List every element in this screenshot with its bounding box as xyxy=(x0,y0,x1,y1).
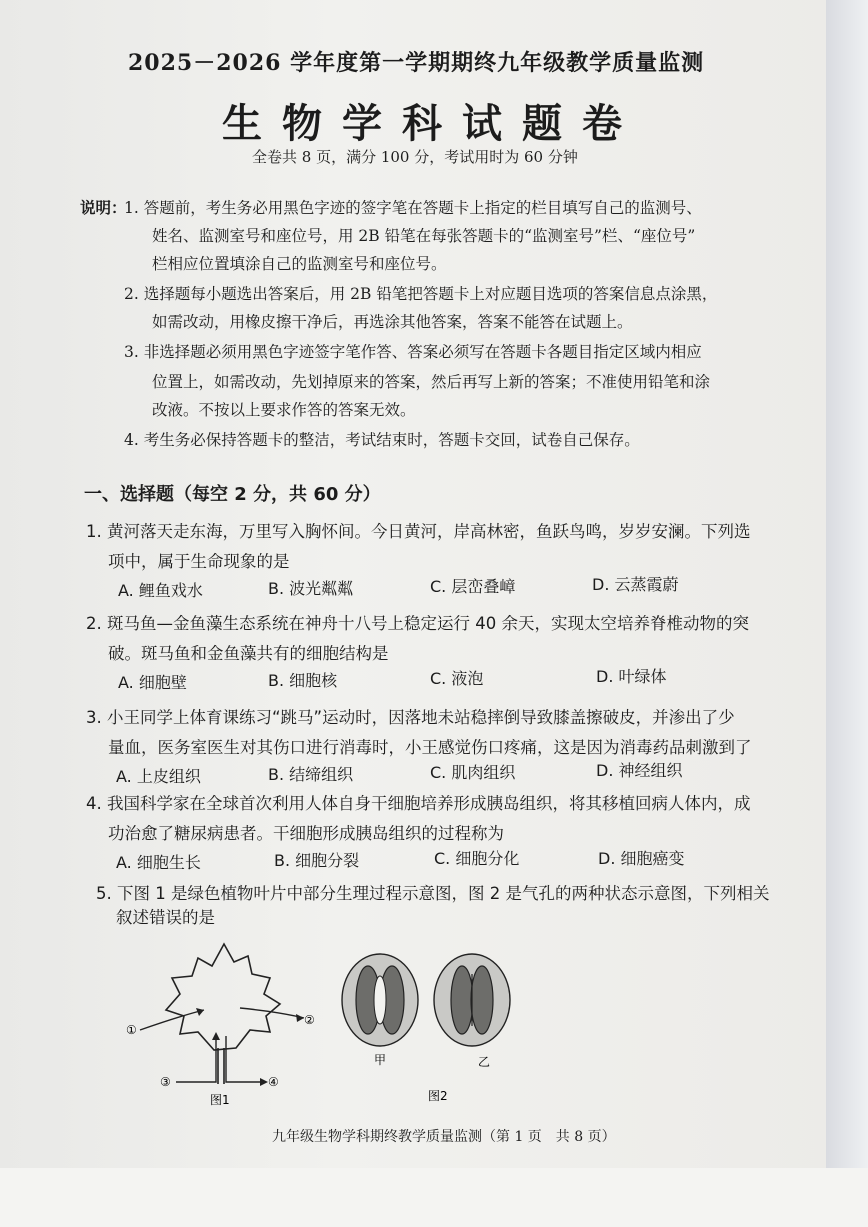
adjacent-page-edge xyxy=(826,0,868,1168)
instruction-line: 4. 考生务必保持答题卡的整洁，考试结束时，答题卡交回，试卷自己保存。 xyxy=(124,431,640,449)
stoma-label-yi: 乙 xyxy=(478,1055,491,1069)
question-5-stem: 叙述错误的是 xyxy=(116,908,215,927)
arrow-3 xyxy=(176,1036,216,1082)
question-2-option-c: C. 液泡 xyxy=(430,669,484,688)
instruction-line: 改液。不按以上要求作答的答案无效。 xyxy=(152,401,416,419)
arrow-1 xyxy=(140,1010,204,1030)
question-3-stem: 3. 小王同学上体育课练习“跳马”运动时，因落地未站稳摔倒导致膝盖擦破皮，并渗出了少 xyxy=(86,708,735,727)
question-1-stem: 1. 黄河落天走东海，万里写入胸怀间。今日黄河，岸高林密，鱼跃鸟鸣，岁岁安澜。下列选 xyxy=(86,522,751,541)
instruction-line: 1. 答题前，考生务必用黑色字迹的签字笔在答题卡上指定的栏目填写自己的监测号、 xyxy=(124,199,702,217)
question-5-stem: 5. 下图 1 是绿色植物叶片中部分生理过程示意图，图 2 是气孔的两种状态示意图，下列相关 xyxy=(96,884,770,903)
stoma-open-jia xyxy=(342,954,418,1046)
exam-title-line1: 2025－2026 学年度第一学期期终九年级教学质量监测 xyxy=(128,50,705,76)
leaf-outline xyxy=(166,944,280,1050)
marker-3: ③ xyxy=(160,1075,171,1089)
question-4-stem: 4. 我国科学家在全球首次利用人体自身干细胞培养形成胰岛组织，将其移植回病人体内，成 xyxy=(86,794,751,813)
instruction-line: 2. 选择题每小题选出答案后，用 2B 铅笔把答题卡上对应题目选项的答案信息点涂黑， xyxy=(124,285,718,303)
arrow-2 xyxy=(240,1008,304,1018)
question-3-option-a: A. 上皮组织 xyxy=(116,767,201,786)
question-3-option-d: D. 神经组织 xyxy=(596,761,683,780)
question-3-option-c: C. 肌肉组织 xyxy=(430,763,516,782)
figure-2-stomata-diagram xyxy=(336,950,516,1106)
question-3-stem: 量血，医务室医生对其伤口进行消毒时，小王感觉伤口疼痛，这是因为消毒药品刺激到了 xyxy=(108,738,752,757)
stoma-closed-yi xyxy=(434,954,510,1046)
question-1-option-c: C. 层峦叠嶂 xyxy=(430,577,516,596)
question-2-stem: 破。斑马鱼和金鱼藻共有的细胞结构是 xyxy=(108,644,389,663)
section-title: 一、选择题（每空 2 分，共 60 分） xyxy=(84,484,381,505)
stoma-label-jia: 甲 xyxy=(374,1053,387,1067)
question-4-option-d: D. 细胞癌变 xyxy=(598,849,685,868)
exam-subtitle: 全卷共 8 页，满分 100 分，考试用时为 60 分钟 xyxy=(252,148,578,166)
instruction-line: 姓名、监测室号和座位号，用 2B 铅笔在每张答题卡的“监测室号”栏、“座位号” xyxy=(152,227,696,245)
question-4-option-a: A. 细胞生长 xyxy=(116,853,201,872)
question-1-option-a: A. 鲤鱼戏水 xyxy=(118,581,203,600)
marker-2: ② xyxy=(304,1013,315,1027)
instruction-line: 3. 非选择题必须用黑色字迹签字笔作答、答案必须写在答题卡各题目指定区域内相应 xyxy=(124,343,702,361)
question-4-option-b: B. 细胞分裂 xyxy=(274,851,360,870)
page-footer: 九年级生物学科期终教学质量监测（第 1 页 共 8 页） xyxy=(272,1129,616,1145)
instruction-line: 栏相应位置填涂自己的监测室号和座位号。 xyxy=(152,255,447,273)
question-2-stem: 2. 斑马鱼—金鱼藻生态系统在神舟十八号上稳定运行 40 余天，实现太空培养脊椎动物的突 xyxy=(86,614,749,633)
figure-1-caption: 图1 xyxy=(210,1093,230,1107)
exam-title-line2: 生物学科试题卷 xyxy=(222,100,642,147)
arrow-2-head xyxy=(296,1014,304,1022)
instructions-label: 说明： xyxy=(80,198,127,217)
question-2-option-a: A. 细胞壁 xyxy=(118,673,187,692)
question-3-option-b: B. 结缔组织 xyxy=(268,765,354,784)
figure-1-leaf-diagram xyxy=(120,932,320,1108)
question-4-option-c: C. 细胞分化 xyxy=(434,849,520,868)
marker-4: ④ xyxy=(268,1075,279,1089)
marker-1: ① xyxy=(126,1023,137,1037)
arrow-4 xyxy=(226,1036,264,1082)
question-2-option-d: D. 叶绿体 xyxy=(596,667,667,686)
instruction-line: 位置上，如需改动，先划掉原来的答案，然后再写上新的答案；不准使用铅笔和涂 xyxy=(152,373,711,391)
arrow-4-head xyxy=(260,1078,268,1086)
arrow-3-head xyxy=(212,1032,220,1040)
question-1-stem: 项中，属于生命现象的是 xyxy=(108,552,290,571)
figure-2-caption: 图2 xyxy=(428,1089,448,1103)
question-2-option-b: B. 细胞核 xyxy=(268,671,338,690)
instruction-line: 如需改动，用橡皮擦干净后，再选涂其他答案，答案不能答在试题上。 xyxy=(152,313,633,331)
question-1-option-b: B. 波光粼粼 xyxy=(268,579,354,598)
question-1-option-d: D. 云蒸霞蔚 xyxy=(592,575,679,594)
question-4-stem: 功治愈了糖尿病患者。干细胞形成胰岛组织的过程称为 xyxy=(108,824,504,843)
